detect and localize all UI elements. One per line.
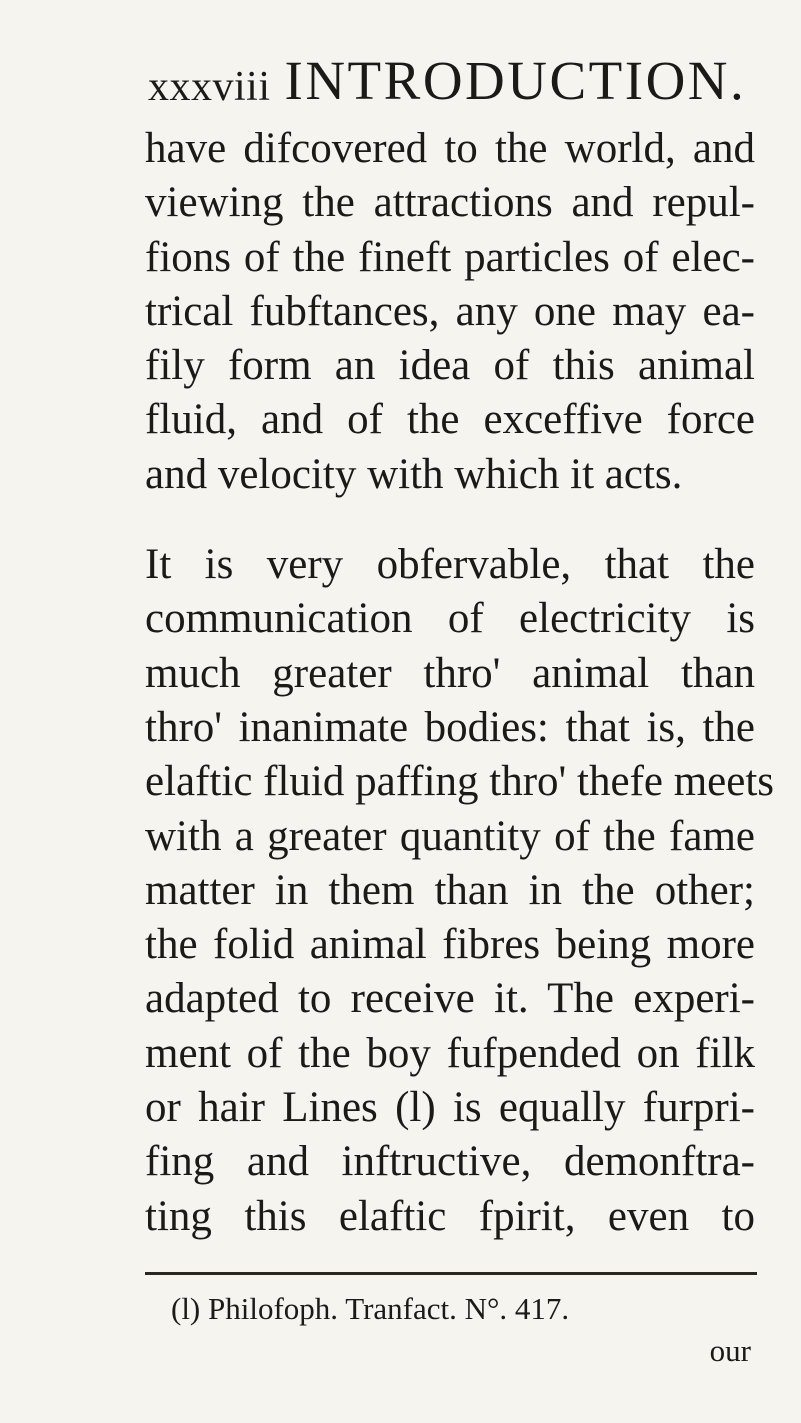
text-line: and velocity with which it acts. xyxy=(145,450,683,498)
text-line: the folid animal fibres being more xyxy=(145,921,755,969)
text-line: communication of electricity is xyxy=(145,595,755,643)
text-line: much greater thro' animal than xyxy=(145,649,755,697)
paragraph-spacer xyxy=(145,502,755,538)
text-line: trical fubftances, any one may ea- xyxy=(145,287,755,335)
text-line: ting this elaftic fpirit, even to xyxy=(145,1192,755,1240)
body-text xyxy=(145,122,775,1244)
text-line: or hair Lines (l) is equally furpri- xyxy=(145,1084,755,1132)
page-header xyxy=(148,48,748,111)
text-line: with a greater quantity of the fame xyxy=(145,812,755,860)
page-number: xxxviii xyxy=(148,64,271,110)
paragraph-1 xyxy=(145,122,755,502)
text-line: have difcovered to the world, and xyxy=(145,125,755,172)
text-line: matter in them than in the other; xyxy=(145,866,755,914)
paragraph-2 xyxy=(145,538,775,1244)
text-line: viewing the attractions and repul- xyxy=(145,179,755,227)
footnote: (l) Philofoph. Tranfact. N°. 417. xyxy=(171,1291,570,1326)
catchword: our xyxy=(709,1333,751,1368)
running-head: INTRODUCTION. xyxy=(284,50,747,111)
text-line: fions of the fineft particles of elec- xyxy=(145,233,755,281)
text-line: fluid, and of the exceffive force xyxy=(145,396,755,444)
text-line: ment of the boy fufpended on filk xyxy=(145,1029,755,1077)
text-line: It is very obfervable, that the xyxy=(145,541,755,589)
footnote-rule xyxy=(145,1272,757,1275)
text-line: adapted to receive it. The experi- xyxy=(145,975,755,1023)
text-line: thro' inanimate bodies: that is, the xyxy=(145,703,755,751)
text-line: elaftic fluid paffing thro' thefe meets xyxy=(145,758,775,806)
text-line: fily form an idea of this animal xyxy=(145,342,755,390)
text-line: fing and inftructive, demonftra- xyxy=(145,1138,755,1186)
